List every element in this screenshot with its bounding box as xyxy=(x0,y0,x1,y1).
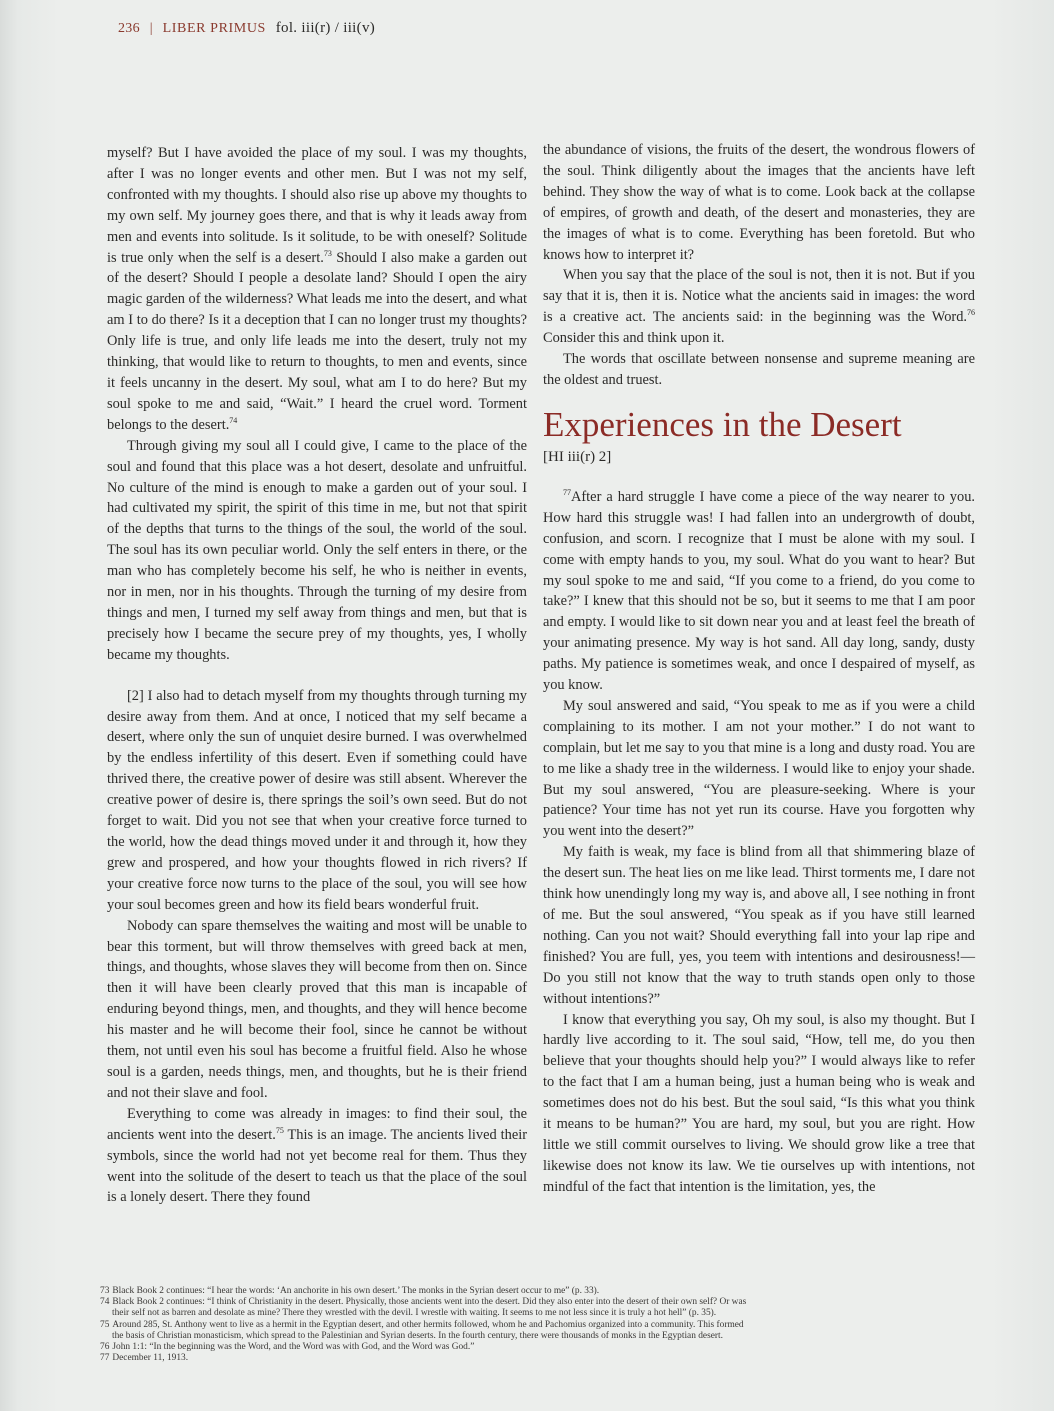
footnote-ref[interactable]: 77 xyxy=(563,488,571,498)
footnote: 77 December 11, 1913. xyxy=(100,1353,189,1364)
footnote: 74 Black Book 2 continues: “I think of Christianity in the desert. Physically, those ancients went into the desert. Did they also enter into the desert of their own self? Or was their self not as barren and desolate as mine? There they wrestled with the devil. I wrestle with waiting. It seems to me not less since it is truly a hot hell” (p. 35). xyxy=(100,1297,747,1319)
running-header xyxy=(118,20,375,37)
paragraph: $^{77}$After a hard struggle I have come a piece of the way nearer to you. How hard this struggle was! I had fallen into an undergrowth of doubt, confusion, and scorn. I recognize that I must be alone with my soul. I come with empty hands to you, my soul. What do you want to hear? But my soul spoke to me and said, “If you come to a friend, do you come to take?” I knew that this should not be so, but it seems to me that I am poor and empty. I would like to sit down near you and at least feel the breath of your animating presence. My way is hot sand. All day long, sandy, dusty paths. My patience is sometimes weak, and once I despaired of myself, as you know. xyxy=(543,488,975,694)
paragraph: When you say that the place of the soul is not, then it is not. But if you say that it is, then it is. Notice what the ancients said in images: the word is a creative act. The ancients said: in the beginning was the Word.$^{76}$ Consider this and think upon it. xyxy=(543,267,975,347)
paragraph: My soul answered and said, “You speak to me as if you were a child complaining to its mother. I am not your mother.” I do not want to complain, but let me say to you that mine is a long and dusty road. You are to me like a shady tree in the wilderness. I would like to enjoy your shade. But my soul answered, “You are pleasure-seeking. Where is your patience? Your time has not yet run its course. Have you forgotten why you went into the desert?” xyxy=(543,697,975,840)
paragraph: The words that oscillate between nonsense and supreme meaning are the oldest and truest. xyxy=(543,351,975,388)
section-title: Experiences in the Desert xyxy=(543,404,902,444)
paragraph: Everything to come was already in images: to find their soul, the ancients went into the desert.$^{75}$ This is an image. The ancients lived their symbols, since the world had not yet become real for them. Thus they went into the solitude of the desert to teach us that the place of the soul is a lonely desert. There they found xyxy=(107,1105,527,1206)
paragraph: [2] I also had to detach myself from my thoughts through turning my desire away from them. And at once, I noticed that my self became a desert, where only the sun of unquiet desire burned. I was overwhelmed by the endless infertility of this desert. Even if something could have thrived there, the creative power of desire was still absent. Wherever the creative power of desire is, there springs the soil’s own seed. But do not forget to wait. Did you not see that when your creative force turned to the world, how the dead things moved under it and through it, how they grew and prospered, and how your thoughts flowed in rich rivers? If your creative force now turns to the place of the soul, you will see how your soul becomes green and how its field bears wonderful fruit. xyxy=(107,687,527,913)
paragraph: I know that everything you say, Oh my soul, is also my thought. But I hardly live according to it. The soul said, “How, tell me, do you then believe that your thoughts should help you?” I would always like to refer to the fact that I am a human being, just a human being who is weak and sometimes does not do his best. But the soul said, “Is this what you think it means to be human?” You are hard, my soul, but you are right. How little we still commit ourselves to living. We should grow like a tree that likewise does not know its law. We tie ourselves up with intentions, not mindful of the fact that intention is the limitation, yes, the xyxy=(543,1011,975,1195)
paragraph: Nobody can spare themselves the waiting and most will be unable to bear this torment, but will throw themselves with greed back at men, things, and thoughts, whose slaves they will become from then on. Since then it will have been clearly proved that this man is incapable of enduring beyond things, men, and thoughts, and they will hence become his master and he will become their fool, since he cannot be without them, not until even his soul has become a fruitful field. Also he whose soul is a garden, needs things, men, and thoughts, but he is their friend and not their slave and fool. xyxy=(107,917,527,1101)
page-number: 236 xyxy=(118,21,140,36)
paragraph: My faith is weak, my face is blind from all that shimmering blaze of the desert sun. The heat lies on me like lead. Thirst torments me, I dare not think how unendingly long my way is, and above all, I see nothing in front of me. But the soul answered, “You speak as if you have still learned nothing. Can you not wait? Should everything fall into your lap ripe and finished? You are full, yes, you teem with intentions and desirousness!—Do you still not know that the way to truth stands open only to those without intentions?” xyxy=(543,844,975,1007)
footnote: 73 Black Book 2 continues: “I hear the words: ‘An anchorite in his own desert.’ The monks in the Syrian desert occur to me” (p. 33). xyxy=(100,1286,600,1296)
footnote-ref[interactable]: 75 xyxy=(275,1125,284,1135)
footnote-ref[interactable]: 76 xyxy=(967,308,975,318)
left-column xyxy=(107,143,527,1208)
footnotes xyxy=(100,1286,980,1364)
section-reference: [HI iii(r) 2] xyxy=(543,448,612,465)
footnote: 75 Around 285, St. Anthony went to live as a hermit in the Egyptian desert, and other hermits followed, whom he and Pachomius organized into a community. This formed the basis of Christian monasticism, which spread to the Palestinian and Syrian deserts. In the fourth century, there were thousands of monks in the Egyptian desert. xyxy=(100,1319,744,1341)
right-column xyxy=(543,140,975,1198)
paragraph: myself? But I have avoided the place of my soul. I was my thoughts, after I was no longer events and other men. But I was not my self, confronted with my thoughts. I should also rise up above my thoughts to my own self. My journey goes there, and that is why it leads away from men and events into solitude. Is it solitude, to be with oneself? Solitude is true only when the self is a desert.$^{73}$ Should I also make a garden out of the desert? Should I people a desolate land? Should I open the airy magic garden of the wilderness? What leads me into the desert, and what am I to do there? Is it a deception that I can no longer trust my thoughts? Only life is true, and only life leads me into the desert, truly not my thinking, that would like to return to thoughts, to men and events, since it feels uncanny in the desert. My soul, what am I to do here? But my soul spoke to me and said, “Wait.” I heard the cruel word. Torment belongs to the desert.$^{74}$ xyxy=(107,145,527,433)
folio-reference: fol. iii(r) / iii(v) xyxy=(275,20,376,36)
footnote-ref[interactable]: 74 xyxy=(229,415,238,425)
book-title: LIBER PRIMUS xyxy=(162,21,266,36)
footnote-ref[interactable]: 73 xyxy=(323,248,332,258)
header-separator: | xyxy=(149,21,153,36)
paragraph: Through giving my soul all I could give, I came to the place of the soul and found that this place was a hot desert, desolate and unfruitful. No culture of the mind is enough to make a garden out of your soul. I had cultivated my spirit, the spirit of this time in me, but not that spirit of the depths that turns to the things of the soul, the world of the soul. The soul has its own peculiar world. Only the self enters in there, or the man who has completely become his self, he who is neither in events, nor in men, nor in his thoughts. Through the turning of my desire from things and men, I turned my self away from things and men, but that is precisely how I became the secure prey of my thoughts, yes, I wholly became my thoughts. xyxy=(107,437,527,663)
paragraph: the abundance of visions, the fruits of the desert, the wondrous flowers of the soul. Think diligently about the images that the ancients have left behind. They show the way of what is to come. Look back at the collapse of empires, of growth and death, of the desert and monasteries, they are the images of what is to come. Everything has been foretold. But who knows how to interpret it? xyxy=(543,142,975,263)
footnote: 76 John 1:1: “In the beginning was the Word, and the Word was with God, and the Word was God.” xyxy=(100,1342,475,1353)
